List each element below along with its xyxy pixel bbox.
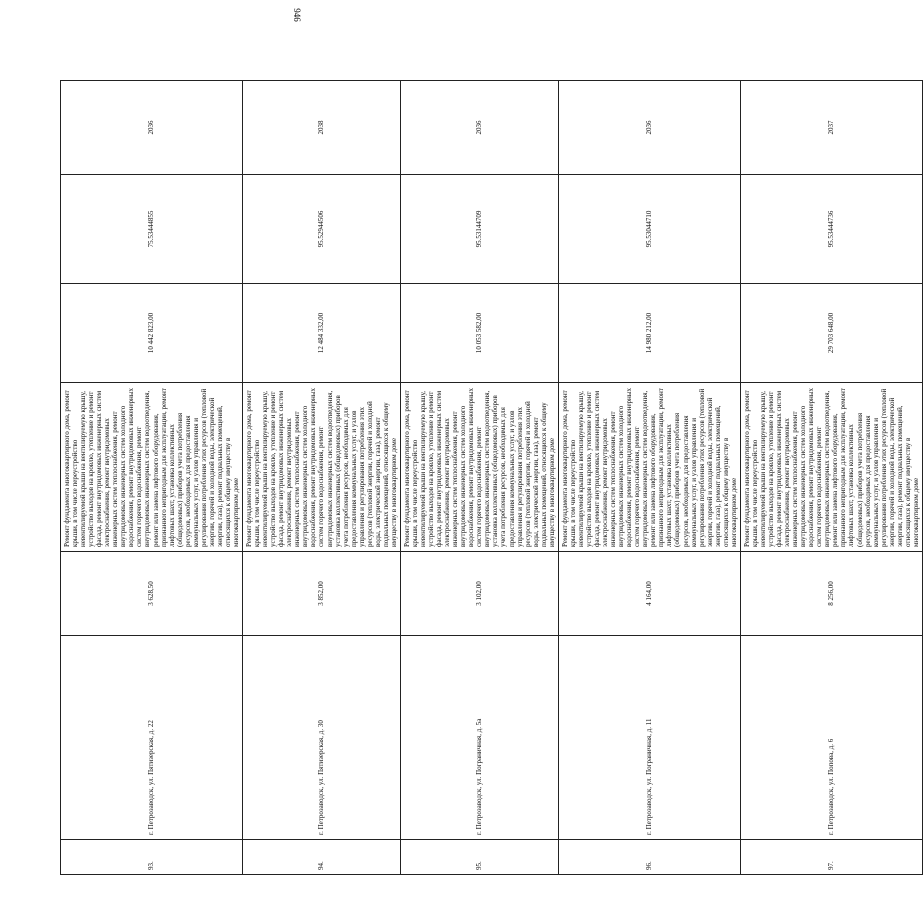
cost-cell: 12 484 332,00 bbox=[243, 284, 401, 383]
row-number: 94. bbox=[243, 840, 401, 875]
code-cell: 95.53044710 bbox=[558, 175, 740, 284]
table-row bbox=[400, 81, 558, 875]
year-cell: 2036 bbox=[400, 81, 558, 175]
address-cell: г. Петрозаводск, ул. Пятизерская, д. 22 bbox=[61, 636, 243, 840]
area-cell: 8 256,00 bbox=[740, 552, 922, 636]
works-description-cell: Ремонт фундамента многоквартирного дома, ремонт крыши, в том числе переустройство невентилируемой крыши на вентилируемую крышу, устройство выходов на кровлю, утепление и ремонт фасада, ремонт внутридомовых инженерных систем электроснабжения, ремонт внутридомовых инженерных систем теплоснабжения, ремонт внутридомовых инженерных систем холодного водоснабжения, ремонт внутридомовых инженерных систем горячего водоснабжения, ремонт внутридомовых инженерных систем водоотведения, установка коллективных (общедомовых) приборов учета потребления ресурсов, необходимых для предоставления коммунальных услуг, и узлов управления и регулирования потребления этих ресурсов (тепловой энергии, горячей и холодной воды, электрической энергии, газа), ремонт подвальных помещений, относящихся к общему имуществу в многоквартирном доме bbox=[400, 383, 558, 552]
area-cell: 3 102,00 bbox=[400, 552, 558, 636]
works-description-cell: Ремонт фундамента многоквартирного дома, ремонт крыши, в том числе переустройство невентилируемой крыши на вентилируемую крышу, устройство выходов на кровлю, утепление и ремонт фасада, ремонт внутридомовых инженерных систем электроснабжения, ремонт внутридомовых инженерных систем теплоснабжения, ремонт внутридомовых инженерных систем холодного водоснабжения, ремонт внутридомовых инженерных систем горячего водоснабжения, ремонт внутридомовых инженерных систем водоотведения, установка коллективных (общедомовых) приборов учета потребления ресурсов, необходимых для предоставления коммунальных услуг, и узлов управления и регулирования потребления этих ресурсов (тепловой энергии, горячей и холодной воды, электрической энергии, газа), ремонт подвальных помещений, относящихся к общему имуществу в многоквартирном доме bbox=[243, 383, 401, 552]
cost-cell: 10 442 823,00 bbox=[61, 284, 243, 383]
page-number: 946 bbox=[291, 8, 302, 22]
table-row bbox=[243, 81, 401, 875]
cost-cell: 14 980 212,00 bbox=[558, 284, 740, 383]
works-description-cell: Ремонт фундамента многоквартирного дома, ремонт крыши, в том числе переустройство невентилируемой крыши на вентилируемую крышу, устройство выходов на кровлю, утепление и ремонт фасада, ремонт внутридомовых инженерных систем электроснабжения, ремонт внутридомовых инженерных систем теплоснабжения, ремонт внутридомовых инженерных систем холодного водоснабжения, ремонт внутридомовых инженерных систем горячего водоснабжения, ремонт внутридомовых инженерных систем водоотведения, ремонт или замена лифтового оборудования, признанного непригодным для эксплуатации, ремонт лифтовых шахт, установка коллективных (общедомовых) приборов учета потребления ресурсов, необходимых для предоставления коммунальных услуг, и узлов управления и регулирования потребления этих ресурсов (тепловой энергии, горячей и холодной воды, электрической энергии, газа), ремонт подвальных помещений, относящихся к общему имуществу в многоквартирном доме bbox=[558, 383, 740, 552]
works-description-cell: Ремонт фундамента многоквартирного дома, ремонт крыши, в том числе переустройство невентилируемой крыши на вентилируемую крышу, устройство выходов на кровлю, утепление и ремонт фасада, ремонт внутридомовых инженерных систем электроснабжения, ремонт внутридомовых инженерных систем теплоснабжения, ремонт внутридомовых инженерных систем холодного водоснабжения, ремонт внутридомовых инженерных систем горячего водоснабжения, ремонт внутридомовых инженерных систем водоотведения, ремонт или замена лифтового оборудования, признанного непригодным для эксплуатации, ремонт лифтовых шахт, установка коллективных (общедомовых) приборов учета потребления ресурсов, необходимых для предоставления коммунальных услуг, и узлов управления и регулирования потребления этих ресурсов (тепловой энергии, горячей и холодной воды, электрической энергии, газа), ремонт подвальных помещений, относящихся к общему имуществу в многоквартирном доме bbox=[61, 383, 243, 552]
code-cell: 95.53144709 bbox=[400, 175, 558, 284]
table-row bbox=[61, 81, 243, 875]
rotated-table-container bbox=[60, 80, 920, 875]
row-number: 97. bbox=[740, 840, 922, 875]
address-cell: г. Петрозаводск, ул. Попова, д. 6 bbox=[740, 636, 922, 840]
document-page bbox=[60, 80, 920, 875]
year-cell: 2037 bbox=[740, 81, 922, 175]
code-cell: 75.53444855 bbox=[61, 175, 243, 284]
year-cell: 2036 bbox=[558, 81, 740, 175]
repair-schedule-table bbox=[60, 80, 923, 875]
row-number: 95. bbox=[400, 840, 558, 875]
area-cell: 3 628,50 bbox=[61, 552, 243, 636]
cost-cell: 29 703 648,00 bbox=[740, 284, 922, 383]
table-row bbox=[558, 81, 740, 875]
table-row bbox=[740, 81, 922, 875]
code-cell: 95.53444736 bbox=[740, 175, 922, 284]
area-cell: 4 164,00 bbox=[558, 552, 740, 636]
cost-cell: 10 053 582,00 bbox=[400, 284, 558, 383]
address-cell: г. Петрозаводск, ул. Пограничная, д. 11 bbox=[558, 636, 740, 840]
area-cell: 3 852,00 bbox=[243, 552, 401, 636]
address-cell: г. Петрозаводск, ул. Пограничная, д. 5а bbox=[400, 636, 558, 840]
row-number: 93. bbox=[61, 840, 243, 875]
year-cell: 2038 bbox=[243, 81, 401, 175]
code-cell: 95.52944506 bbox=[243, 175, 401, 284]
address-cell: г. Петрозаводск, ул. Пятизерская, д. 30 bbox=[243, 636, 401, 840]
works-description-cell: Ремонт фундамента многоквартирного дома, ремонт крыши, в том числе переустройство невентилируемой крыши на вентилируемую крышу, устройство выходов на кровлю, утепление и ремонт фасада, ремонт внутридомовых инженерных систем электроснабжения, ремонт внутридомовых инженерных систем теплоснабжения, ремонт внутридомовых инженерных систем холодного водоснабжения, ремонт внутридомовых инженерных систем горячего водоснабжения, ремонт внутридомовых инженерных систем водоотведения, ремонт или замена лифтового оборудования, признанного непригодным для эксплуатации, ремонт лифтовых шахт, установка коллективных (общедомовых) приборов учета потребления ресурсов, необходимых для предоставления коммунальных услуг, и узлов управления и регулирования потребления этих ресурсов (тепловой энергии, горячей и холодной воды, электрической энергии, газа), ремонт подвальных помещений, относящихся к общему имуществу в многоквартирном доме bbox=[740, 383, 922, 552]
year-cell: 2036 bbox=[61, 81, 243, 175]
row-number: 96. bbox=[558, 840, 740, 875]
